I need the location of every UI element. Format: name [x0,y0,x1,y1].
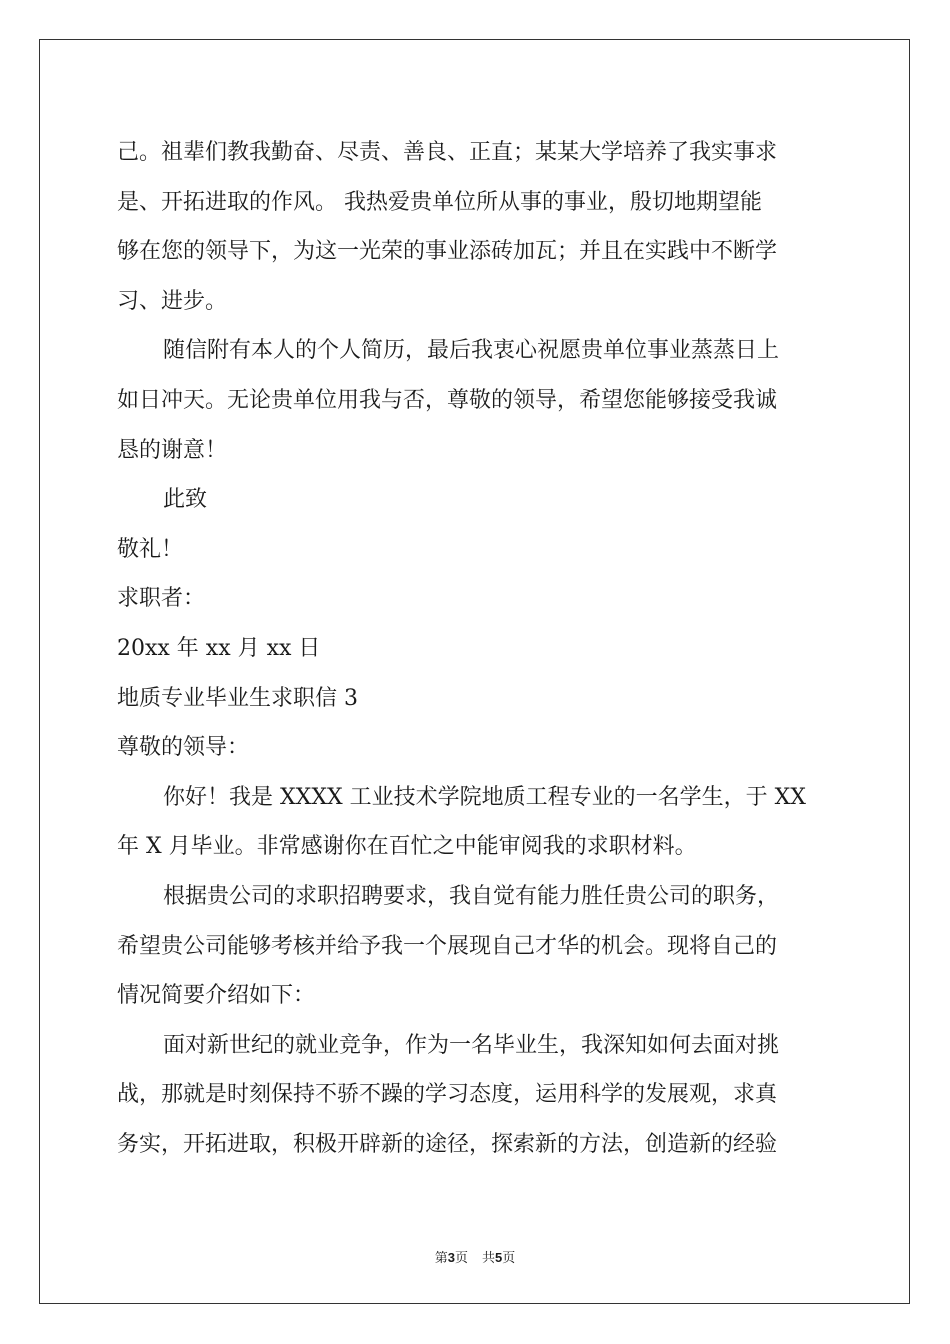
text-line: 尊敬的领导： [117,735,250,761]
text-line: 20xx 年 xx 月 xx 日 [117,635,321,661]
text-line: 习、进步。 [117,288,228,314]
page-label-suffix: 页 [454,1251,468,1266]
total-label-suffix: 页 [502,1251,516,1266]
text-line: 情况简要介绍如下： [117,983,316,1009]
text-line: 你好！我是 XXXX 工业技术学院地质工程专业的一名学生，于 XX [163,784,806,810]
page-label-prefix: 第 [434,1251,448,1266]
text-line: 够在您的领导下，为这一光荣的事业添砖加瓦；并且在实践中不断学 [117,239,778,265]
text-line: 务实，开拓进取，积极开辟新的途径，探索新的方法，创造新的经验 [117,1131,778,1157]
text-line: 希望贵公司能够考核并给予我一个展现自己才华的机会。现将自己的 [117,933,778,959]
text-line: 恳的谢意！ [117,437,228,463]
text-line: 是、开拓进取的作风。 我热爱贵单位所从事的事业，殷切地期望能 [117,189,762,215]
text-line: 战，那就是时刻保持不骄不躁的学习态度，运用科学的发展观，求真 [117,1082,778,1108]
text-line: 敬礼！ [117,536,184,562]
text-line: 地质专业毕业生求职信 3 [117,685,358,711]
text-line: 求职者： [117,586,206,612]
page-number: 3 [447,1250,455,1265]
text-line: 根据贵公司的求职招聘要求，我自觉有能力胜任贵公司的职务， [163,883,780,909]
letter-body [117,128,835,1169]
text-line: 年 X 月毕业。非常感谢你在百忙之中能审阅我的求职材料。 [117,834,697,860]
text-line: 己。祖辈们教我勤奋、尽责、善良、正直；某某大学培养了我实事求 [117,140,778,165]
total-label-prefix: 共 [482,1251,496,1266]
text-line: 随信附有本人的个人简历，最后我衷心祝愿贵单位事业蒸蒸日上 [163,338,780,364]
total-pages: 5 [495,1250,503,1265]
text-line: 如日冲天。无论贵单位用我与否，尊敬的领导，希望您能够接受我诚 [117,387,778,413]
page-footer [0,1247,950,1266]
text-line: 面对新世纪的就业竞争，作为一名毕业生，我深知如何去面对挑 [163,1032,780,1058]
text-line: 此致 [163,487,208,513]
